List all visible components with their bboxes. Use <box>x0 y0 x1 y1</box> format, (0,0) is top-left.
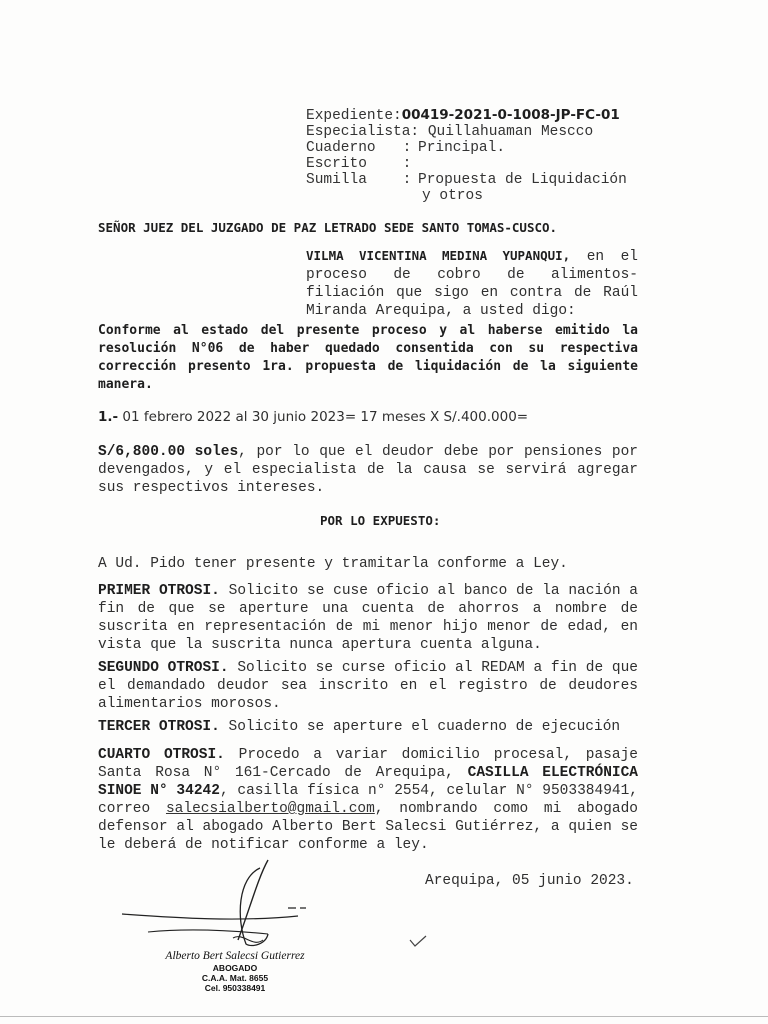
expediente-label: Expediente: <box>306 108 402 124</box>
cuaderno-colon: : <box>402 140 412 156</box>
sumilla-line-1: Propuesta de Liquidación <box>418 172 627 188</box>
stamp-cell: Cel. 950338491 <box>204 983 266 993</box>
petitioner-name: VILMA VICENTINA MEDINA YUPANQUI, <box>306 248 571 263</box>
expediente-value: 00419-2021-0-1008-JP-FC-01 <box>401 107 620 123</box>
primer-otrosi-label: PRIMER OTROSI. <box>98 583 220 599</box>
pido-paragraph: A Ud. Pido tener presente y tramitarla conforme a Ley. <box>98 556 568 572</box>
stamp-name: Alberto Bert Salecsi Gutierrez <box>165 950 305 962</box>
liquidation-item-1 <box>98 408 638 426</box>
sumilla-colon: : <box>402 172 412 188</box>
cuaderno-row <box>306 140 627 156</box>
escrito-colon: : <box>402 156 412 172</box>
sumilla-row <box>306 172 627 204</box>
especialista-row <box>306 124 627 140</box>
cuarto-otrosi-text-1: Procedo a variar domicilio procesal, pasaje Santa Rosa N° 161-Cercado de Arequipa, <box>98 747 638 781</box>
cuarto-otrosi-text-2: , casilla física n° 2554, celular N° 9503384941, correo <box>98 783 638 817</box>
expediente-row <box>306 107 627 124</box>
escrito-label: Escrito <box>306 156 367 172</box>
lawyer-stamp <box>160 950 310 993</box>
signature-graphic <box>118 848 338 958</box>
segundo-otrosi-text: Solicito se curse oficio al REDAM a fin de que el demandado deudor sea inscrito en el registro de deudores alimentarios morosos. <box>98 660 638 712</box>
page-edge-divider <box>0 1016 768 1017</box>
cuaderno-value: Principal. <box>418 140 506 156</box>
cuarto-otrosi-label: CUARTO OTROSI. <box>98 747 225 763</box>
tercer-otrosi-text: Solicito se aperture el cuaderno de ejecución <box>219 719 621 735</box>
primer-otrosi-paragraph <box>98 582 638 654</box>
total-amount: S/6,800.00 soles <box>98 444 239 460</box>
email-link[interactable]: salecsialberto@gmail.com <box>165 801 375 817</box>
item-1-label: 1.- <box>98 409 119 425</box>
item-1-text: 01 febrero 2022 al 30 junio 2023= 17 meses X S/.400.000= <box>118 409 529 425</box>
total-paragraph <box>98 443 638 497</box>
tercer-otrosi-paragraph <box>98 718 638 736</box>
check-mark-icon <box>408 934 428 948</box>
tercer-otrosi-label: TERCER OTROSI. <box>98 719 220 735</box>
escrito-value <box>418 156 627 172</box>
especialista-label: Especialista: <box>306 124 420 140</box>
sumilla-line-2: y otros <box>422 188 483 204</box>
primer-otrosi-text: Solicito se cuse oficio al banco de la nación a fin de que se aperture una cuenta de ahorros a nombre de suscrita en representación de mi menor hijo menor de edad, en vista que la suscrita nunca apertura cuenta alguna. <box>98 583 638 653</box>
segundo-otrosi-label: SEGUNDO OTROSI. <box>98 660 229 676</box>
cuaderno-label: Cuaderno <box>306 140 376 156</box>
total-text: , por lo que el deudor debe por pensiones por devengados, y el especialista de la causa se servirá agregar sus respectivos intereses. <box>98 444 638 496</box>
por-lo-expuesto-heading: POR LO EXPUESTO: <box>320 513 441 528</box>
conforme-paragraph: Conforme al estado del presente proceso y al haberse emitido la resolución N°06 de haber quedado consentida con su respectiva corrección presento 1ra. propuesta de liquidación de la siguiente manera. <box>98 323 638 392</box>
stamp-title: ABOGADO <box>212 963 258 973</box>
escrito-row <box>306 156 627 172</box>
stamp-registration: C.A.A. Mat. 8655 <box>201 973 269 983</box>
intro-paragraph <box>306 247 638 320</box>
intro-text: en el proceso de cobro de alimentos-filiación que sigo en contra de Raúl Miranda Arequipa, a usted digo: <box>306 249 638 319</box>
sumilla-label: Sumilla <box>306 172 367 188</box>
case-header <box>306 107 627 204</box>
cuarto-otrosi-paragraph <box>98 746 638 854</box>
addressee-heading: SEÑOR JUEZ DEL JUZGADO DE PAZ LETRADO SEDE SANTO TOMAS-CUSCO. <box>98 220 558 235</box>
date-line: Arequipa, 05 junio 2023. <box>425 873 634 889</box>
casilla-electronica: CASILLA ELECTRÓNICA SINOE N° 34242 <box>98 765 638 799</box>
especialista-value: Quillahuaman Mescco <box>427 124 594 140</box>
cuarto-otrosi-text-3: , nombrando como mi abogado defensor al abogado Alberto Bert Salecsi Gutiérrez, a quien se le deberá de notificar conforme a ley. <box>98 801 638 853</box>
segundo-otrosi-paragraph <box>98 659 638 713</box>
